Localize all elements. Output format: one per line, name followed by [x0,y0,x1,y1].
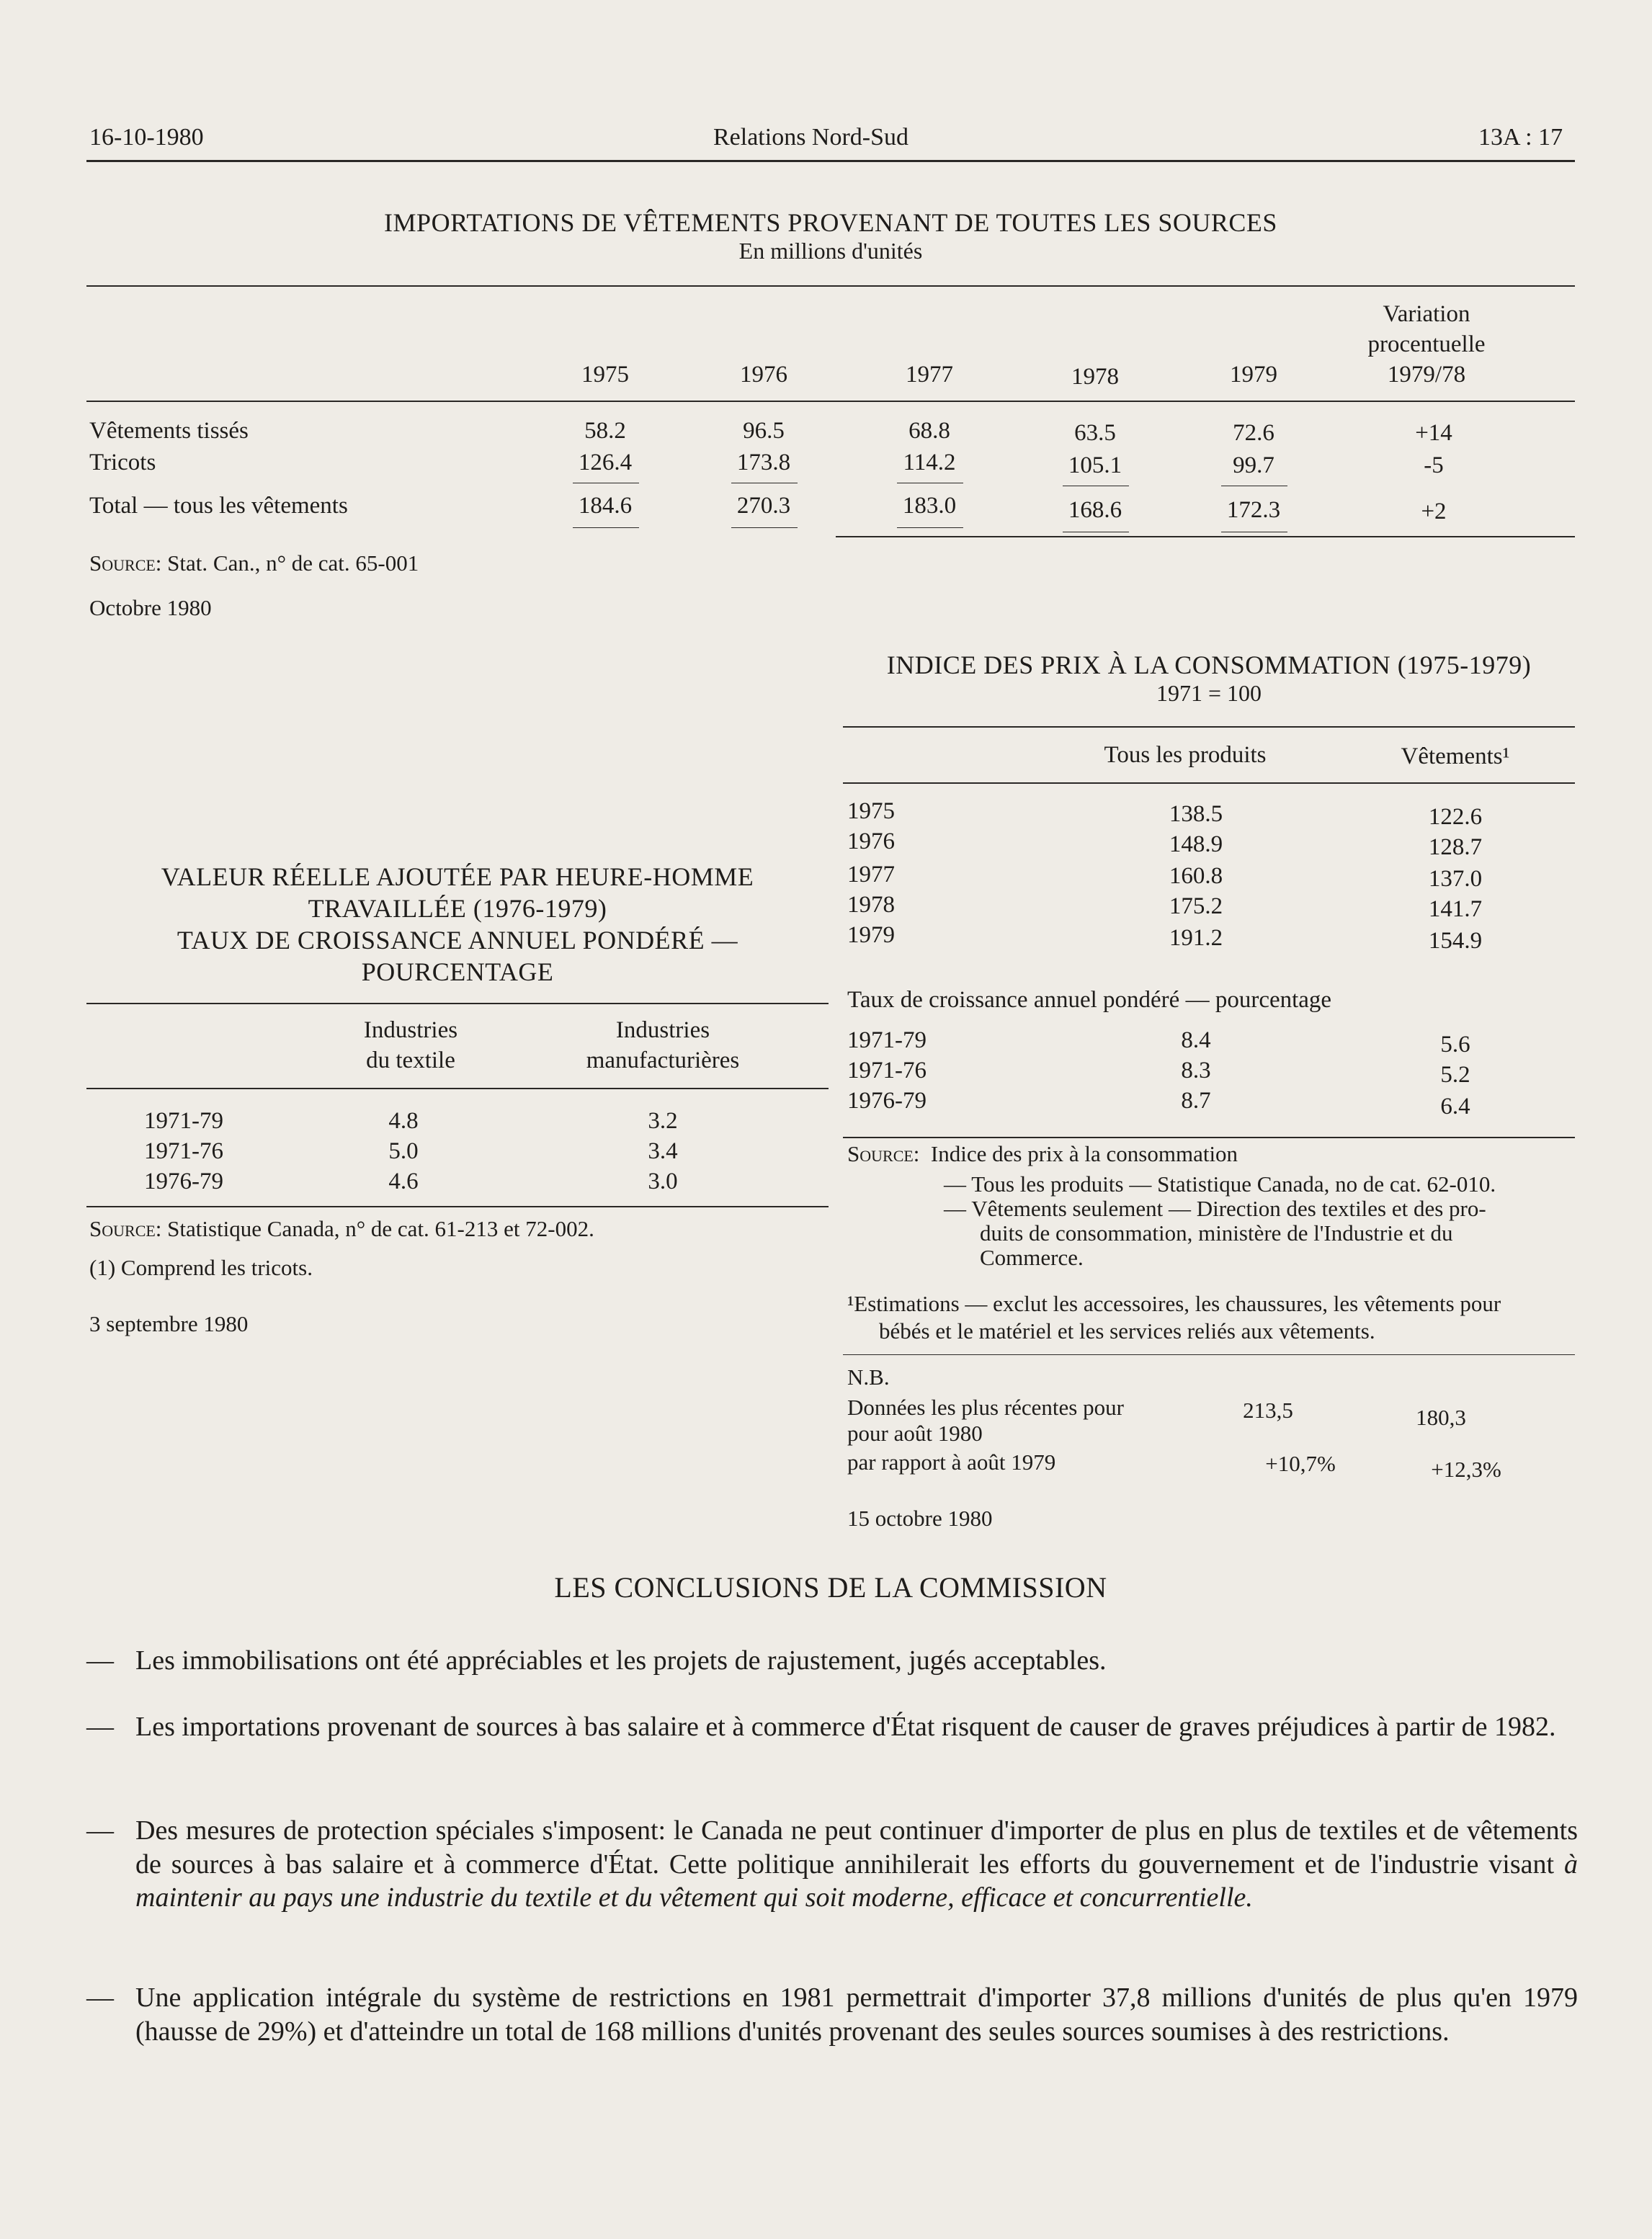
header-title: Relations Nord-Sud [713,124,909,151]
source-text: — Tous les produits — Statistique Canada, no de cat. 62-010. [944,1171,1496,1197]
column-header: 1979 [1230,362,1277,388]
sum-rule [897,527,963,528]
cpi-title: INDICE DES PRIX À LA CONSOMMATION (1975-1979) [886,651,1532,679]
nb-text: Données les plus récentes pour [847,1395,1124,1420]
source-text: duits de consommation, ministère de l'Industrie et du [980,1220,1453,1246]
table-cell: 126.4 [578,450,633,475]
cpi-subtitle: 1971 = 100 [1156,680,1262,706]
header-page-number: 13A : 17 [1478,124,1563,151]
table-cell: 270.3 [736,493,791,519]
year-label: 1975 [847,798,895,824]
table-cell: 58.2 [584,418,626,444]
source-label: Source: [847,1141,920,1166]
table-cell: 96.5 [743,418,785,444]
table-cell: 122.6 [1428,804,1483,830]
growth-label: Taux de croissance annuel pondéré — pourcentage [847,987,1332,1013]
period-label: 1971-76 [847,1058,927,1083]
footnote: (1) Comprend les tricots. [89,1255,313,1280]
conclusion-text: Les immobilisations ont été appréciables et les projets de rajustement, jugés acceptables. [135,1645,1107,1676]
table-cell: -5 [1424,452,1444,478]
column-header: Industries [615,1017,710,1043]
table-cell: 6.4 [1440,1094,1470,1120]
source-text: Indice des prix à la consommation [930,1141,1238,1166]
table-cell: 183.0 [902,493,957,519]
nb-change: +10,7% [1265,1451,1336,1476]
column-header: Industries [363,1017,458,1043]
table-rule [86,401,1575,402]
nb-text: pour août 1980 [847,1421,983,1446]
source-text: Statistique Canada, n° de cat. 61-213 et 72-002. [167,1216,594,1241]
table-cell: 5.6 [1440,1032,1470,1058]
imports-table-title: IMPORTATIONS DE VÊTEMENTS PROVENANT DE TOUTES LES SOURCES [384,208,1277,237]
row-label: Total — tous les vêtements [89,493,348,519]
table-cell: 138.5 [1169,801,1223,827]
column-header: 1977 [906,362,953,388]
table-cell: 114.2 [903,450,956,475]
conclusion-text: Les importations provenant de sources à bas salaire et à commerce d'État risquent de causer de graves préjudices à partir de 1982. [135,1712,1556,1742]
table-cell: 72.6 [1233,420,1274,446]
sum-rule [731,527,798,528]
variation-header-line: 1979/78 [1387,362,1466,388]
row-label: Tricots [89,450,156,475]
nb-label: N.B. [847,1364,890,1390]
table-cell: +2 [1421,499,1447,524]
table-cell: +14 [1415,420,1452,446]
list-dash: — [86,1712,114,1742]
table-rule [836,536,1575,537]
value-added-title-line: POURCENTAGE [361,957,554,986]
table-cell: 3.4 [648,1138,678,1164]
header-date: 16-10-1980 [89,124,204,151]
conclusion-item [86,1981,1578,2089]
table-cell: 8.3 [1181,1058,1211,1083]
nb-value: 213,5 [1243,1398,1293,1423]
source-note [89,550,419,576]
conclusion-item [86,1644,1578,1680]
table-rule [86,1003,829,1004]
table-date: Octobre 1980 [89,595,212,620]
column-header: manufacturières [586,1047,740,1073]
column-header: du textile [366,1047,455,1073]
table-cell: 173.8 [736,450,791,475]
period-label: 1976-79 [847,1088,927,1114]
year-label: 1979 [847,922,895,948]
table-rule [86,1206,829,1207]
source-text: Commerce. [980,1245,1084,1270]
table-rule [843,1354,1575,1355]
table-date: 15 octobre 1980 [847,1506,993,1531]
table-rule [86,1088,829,1089]
source-note [89,1216,594,1242]
table-cell: 148.9 [1169,831,1223,857]
table-cell: 184.6 [578,493,633,519]
nb-text: par rapport à août 1979 [847,1449,1056,1475]
year-label: 1976 [847,828,895,854]
table-cell: 63.5 [1074,420,1116,446]
value-added-title-line: TAUX DE CROISSANCE ANNUEL PONDÉRÉ — [177,926,738,955]
table-cell: 68.8 [908,418,950,444]
table-cell: 8.7 [1181,1088,1211,1114]
table-rule [86,285,1575,287]
list-dash: — [86,1645,114,1676]
source-label: Source: [89,1216,162,1241]
conclusions-title: LES CONCLUSIONS DE LA COMMISSION [554,1571,1107,1604]
period-label: 1971-79 [144,1108,223,1134]
table-cell: 128.7 [1428,834,1483,860]
imports-table-subtitle: En millions d'unités [738,238,923,264]
table-cell: 137.0 [1428,866,1483,892]
column-header: 1975 [581,362,629,388]
column-header: Vêtements¹ [1401,743,1510,769]
table-rule [843,726,1575,728]
source-text: — Vêtements seulement — Direction des textiles et des pro- [944,1196,1486,1221]
year-label: 1977 [847,862,895,888]
list-dash: — [86,1815,114,1846]
footnote: bébés et le matériel et les services reliés aux vêtements. [879,1318,1375,1344]
table-date: 3 septembre 1980 [89,1311,249,1336]
table-cell: 105.1 [1068,452,1122,478]
table-cell: 8.4 [1181,1027,1211,1053]
conclusion-text-italic: à maintenir au pays une industrie du textile et du vêtement qui soit moderne, efficace et concurrentielle. [135,1849,1578,1913]
conclusion-text [135,1814,1578,1915]
table-cell: 160.8 [1169,863,1223,889]
table-rule [843,782,1575,784]
variation-header-line: procentuelle [1367,331,1486,357]
year-label: 1978 [847,892,895,918]
table-cell: 4.6 [388,1168,419,1194]
table-cell: 191.2 [1169,925,1223,951]
period-label: 1971-79 [847,1027,927,1053]
table-cell: 175.2 [1169,893,1223,919]
column-header: 1976 [740,362,787,388]
table-cell: 172.3 [1226,497,1281,523]
table-rule [843,1137,1575,1138]
table-cell: 99.7 [1233,452,1274,478]
table-cell: 3.0 [648,1168,678,1194]
header-rule [86,160,1575,162]
period-label: 1976-79 [144,1168,223,1194]
row-label: Vêtements tissés [89,418,249,444]
conclusion-item [86,1710,1578,1782]
table-cell: 168.6 [1068,497,1122,523]
value-added-title-line: TRAVAILLÉE (1976-1979) [308,894,607,923]
column-header: 1978 [1071,364,1119,390]
list-dash: — [86,1983,114,2013]
table-cell: 5.0 [388,1138,419,1164]
footnote: ¹Estimations — exclut les accessoires, les chaussures, les vêtements pour [847,1291,1501,1316]
nb-change: +12,3% [1431,1457,1501,1482]
period-label: 1971-76 [144,1138,223,1164]
source-text: Stat. Can., n° de cat. 65-001 [167,550,419,576]
table-cell: 3.2 [648,1108,678,1134]
source-note [847,1141,1238,1167]
value-added-title-line: VALEUR RÉELLE AJOUTÉE PAR HEURE-HOMME [161,862,754,891]
conclusion-text: Une application intégrale du système de restrictions en 1981 permettrait d'importer 37,8 millions d'unités de plus qu'en 1979 (hausse de 29%) et d'atteindre un total de 168 millions d'unités provenant des seules sources soumises à des restrictions. [135,1983,1578,2047]
table-cell: 141.7 [1428,896,1483,922]
sum-rule [573,527,639,528]
table-cell: 5.2 [1440,1062,1470,1088]
table-cell: 154.9 [1428,928,1483,954]
table-cell: 4.8 [388,1108,419,1134]
variation-header-line: Variation [1383,301,1470,327]
column-header: Tous les produits [1104,742,1267,768]
conclusion-text-plain: Des mesures de protection spéciales s'imposent: le Canada ne peut continuer d'importer de plus en plus de textiles et de vêtements de sources à bas salaire et à commerce d'État. Cette politique annihilerait les efforts du gouvernement et de l'industrie visant [135,1815,1578,1880]
conclusion-item [86,1814,1578,1958]
nb-value: 180,3 [1416,1405,1466,1430]
source-label: Source: [89,550,162,576]
